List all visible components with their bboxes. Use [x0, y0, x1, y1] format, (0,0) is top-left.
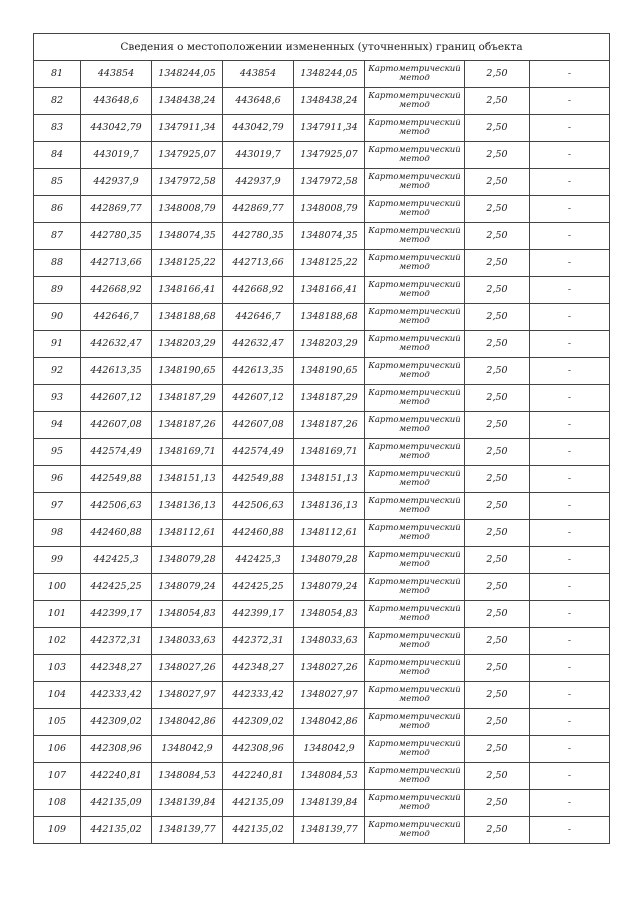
refined-x-cell: 442780,35	[223, 223, 294, 250]
refined-x-cell: 442632,47	[223, 331, 294, 358]
refined-x-cell: 442425,25	[223, 574, 294, 601]
note-cell: -	[530, 169, 610, 196]
method-cell: Картометрический метод	[365, 439, 465, 466]
table-row	[34, 493, 610, 520]
existing-x-cell: 442309,02	[81, 709, 152, 736]
point-number-cell: 109	[34, 817, 81, 844]
note-cell: -	[530, 763, 610, 790]
note-cell: -	[530, 790, 610, 817]
accuracy-cell: 2,50	[465, 142, 530, 169]
existing-y-cell: 1348079,28	[152, 547, 223, 574]
refined-x-cell: 443042,79	[223, 115, 294, 142]
note-cell: -	[530, 331, 610, 358]
accuracy-cell: 2,50	[465, 655, 530, 682]
refined-y-cell: 1348027,97	[294, 682, 365, 709]
refined-y-cell: 1348203,29	[294, 331, 365, 358]
existing-y-cell: 1348125,22	[152, 250, 223, 277]
point-number-cell: 82	[34, 88, 81, 115]
note-cell: -	[530, 358, 610, 385]
table-row	[34, 385, 610, 412]
note-cell: -	[530, 709, 610, 736]
existing-y-cell: 1348169,71	[152, 439, 223, 466]
refined-y-cell: 1348054,83	[294, 601, 365, 628]
accuracy-cell: 2,50	[465, 790, 530, 817]
method-cell: Картометрический метод	[365, 682, 465, 709]
refined-x-cell: 443648,6	[223, 88, 294, 115]
note-cell: -	[530, 547, 610, 574]
refined-x-cell: 442607,12	[223, 385, 294, 412]
table-row	[34, 250, 610, 277]
existing-y-cell: 1348054,83	[152, 601, 223, 628]
refined-y-cell: 1348008,79	[294, 196, 365, 223]
point-number-cell: 100	[34, 574, 81, 601]
method-cell: Картометрический метод	[365, 250, 465, 277]
point-number-cell: 87	[34, 223, 81, 250]
existing-x-cell: 443042,79	[81, 115, 152, 142]
table-row	[34, 61, 610, 88]
refined-x-cell: 442668,92	[223, 277, 294, 304]
existing-y-cell: 1348139,77	[152, 817, 223, 844]
existing-y-cell: 1347972,58	[152, 169, 223, 196]
table-row	[34, 142, 610, 169]
boundary-coordinates-table	[33, 33, 610, 844]
note-cell: -	[530, 115, 610, 142]
existing-x-cell: 442240,81	[81, 763, 152, 790]
existing-x-cell: 442333,42	[81, 682, 152, 709]
existing-x-cell: 442646,7	[81, 304, 152, 331]
existing-y-cell: 1348033,63	[152, 628, 223, 655]
refined-y-cell: 1348136,13	[294, 493, 365, 520]
accuracy-cell: 2,50	[465, 628, 530, 655]
note-cell: -	[530, 412, 610, 439]
method-cell: Картометрический метод	[365, 493, 465, 520]
table-body	[34, 61, 610, 844]
existing-y-cell: 1348139,84	[152, 790, 223, 817]
point-number-cell: 96	[34, 466, 81, 493]
existing-y-cell: 1348190,65	[152, 358, 223, 385]
method-cell: Картометрический метод	[365, 601, 465, 628]
point-number-cell: 104	[34, 682, 81, 709]
table-row	[34, 574, 610, 601]
existing-y-cell: 1348008,79	[152, 196, 223, 223]
table-row	[34, 601, 610, 628]
method-cell: Картометрический метод	[365, 358, 465, 385]
refined-y-cell: 1348033,63	[294, 628, 365, 655]
point-number-cell: 106	[34, 736, 81, 763]
accuracy-cell: 2,50	[465, 574, 530, 601]
table-row	[34, 88, 610, 115]
method-cell: Картометрический метод	[365, 412, 465, 439]
existing-y-cell: 1348187,29	[152, 385, 223, 412]
refined-y-cell: 1348151,13	[294, 466, 365, 493]
refined-x-cell: 442869,77	[223, 196, 294, 223]
existing-y-cell: 1348151,13	[152, 466, 223, 493]
existing-y-cell: 1348188,68	[152, 304, 223, 331]
refined-x-cell: 442333,42	[223, 682, 294, 709]
note-cell: -	[530, 520, 610, 547]
accuracy-cell: 2,50	[465, 223, 530, 250]
refined-y-cell: 1348027,26	[294, 655, 365, 682]
refined-y-cell: 1348187,29	[294, 385, 365, 412]
method-cell: Картометрический метод	[365, 709, 465, 736]
existing-x-cell: 442549,88	[81, 466, 152, 493]
existing-y-cell: 1348244,05	[152, 61, 223, 88]
note-cell: -	[530, 439, 610, 466]
refined-x-cell: 442372,31	[223, 628, 294, 655]
note-cell: -	[530, 628, 610, 655]
point-number-cell: 94	[34, 412, 81, 439]
note-cell: -	[530, 88, 610, 115]
table-row	[34, 358, 610, 385]
method-cell: Картометрический метод	[365, 655, 465, 682]
point-number-cell: 88	[34, 250, 81, 277]
document-page	[33, 33, 609, 844]
existing-y-cell: 1347925,07	[152, 142, 223, 169]
refined-y-cell: 1348139,84	[294, 790, 365, 817]
method-cell: Картометрический метод	[365, 169, 465, 196]
method-cell: Картометрический метод	[365, 466, 465, 493]
existing-x-cell: 442632,47	[81, 331, 152, 358]
existing-y-cell: 1348084,53	[152, 763, 223, 790]
point-number-cell: 105	[34, 709, 81, 736]
method-cell: Картометрический метод	[365, 763, 465, 790]
existing-x-cell: 442348,27	[81, 655, 152, 682]
refined-x-cell: 442135,02	[223, 817, 294, 844]
existing-x-cell: 443854	[81, 61, 152, 88]
refined-y-cell: 1348139,77	[294, 817, 365, 844]
accuracy-cell: 2,50	[465, 466, 530, 493]
method-cell: Картометрический метод	[365, 628, 465, 655]
existing-x-cell: 442713,66	[81, 250, 152, 277]
existing-x-cell: 442308,96	[81, 736, 152, 763]
method-cell: Картометрический метод	[365, 223, 465, 250]
table-row	[34, 817, 610, 844]
refined-y-cell: 1348190,65	[294, 358, 365, 385]
accuracy-cell: 2,50	[465, 601, 530, 628]
note-cell: -	[530, 196, 610, 223]
refined-x-cell: 442308,96	[223, 736, 294, 763]
point-number-cell: 89	[34, 277, 81, 304]
refined-x-cell: 442574,49	[223, 439, 294, 466]
existing-x-cell: 442506,63	[81, 493, 152, 520]
note-cell: -	[530, 277, 610, 304]
table-row	[34, 223, 610, 250]
existing-x-cell: 442937,9	[81, 169, 152, 196]
refined-x-cell: 442309,02	[223, 709, 294, 736]
refined-x-cell: 442399,17	[223, 601, 294, 628]
existing-y-cell: 1348438,24	[152, 88, 223, 115]
point-number-cell: 98	[34, 520, 81, 547]
accuracy-cell: 2,50	[465, 61, 530, 88]
existing-x-cell: 442780,35	[81, 223, 152, 250]
existing-y-cell: 1348074,35	[152, 223, 223, 250]
refined-x-cell: 442425,3	[223, 547, 294, 574]
table-row	[34, 682, 610, 709]
point-number-cell: 102	[34, 628, 81, 655]
note-cell: -	[530, 601, 610, 628]
existing-y-cell: 1348042,86	[152, 709, 223, 736]
note-cell: -	[530, 655, 610, 682]
table-row	[34, 466, 610, 493]
accuracy-cell: 2,50	[465, 547, 530, 574]
existing-y-cell: 1348203,29	[152, 331, 223, 358]
existing-x-cell: 442399,17	[81, 601, 152, 628]
refined-y-cell: 1348438,24	[294, 88, 365, 115]
table-row	[34, 736, 610, 763]
accuracy-cell: 2,50	[465, 115, 530, 142]
method-cell: Картометрический метод	[365, 574, 465, 601]
method-cell: Картометрический метод	[365, 520, 465, 547]
refined-x-cell: 442135,09	[223, 790, 294, 817]
table-row	[34, 790, 610, 817]
existing-y-cell: 1348027,26	[152, 655, 223, 682]
method-cell: Картометрический метод	[365, 331, 465, 358]
refined-x-cell: 443019,7	[223, 142, 294, 169]
note-cell: -	[530, 682, 610, 709]
refined-y-cell: 1348074,35	[294, 223, 365, 250]
refined-y-cell: 1348042,9	[294, 736, 365, 763]
table-row	[34, 169, 610, 196]
existing-x-cell: 442135,09	[81, 790, 152, 817]
point-number-cell: 83	[34, 115, 81, 142]
existing-y-cell: 1348112,61	[152, 520, 223, 547]
refined-x-cell: 442549,88	[223, 466, 294, 493]
accuracy-cell: 2,50	[465, 88, 530, 115]
method-cell: Картометрический метод	[365, 115, 465, 142]
table-row	[34, 439, 610, 466]
table-row	[34, 547, 610, 574]
table-row	[34, 304, 610, 331]
refined-x-cell: 442613,35	[223, 358, 294, 385]
accuracy-cell: 2,50	[465, 331, 530, 358]
method-cell: Картометрический метод	[365, 736, 465, 763]
point-number-cell: 107	[34, 763, 81, 790]
refined-y-cell: 1347972,58	[294, 169, 365, 196]
table-row	[34, 115, 610, 142]
existing-x-cell: 442668,92	[81, 277, 152, 304]
refined-y-cell: 1348084,53	[294, 763, 365, 790]
existing-x-cell: 442425,3	[81, 547, 152, 574]
accuracy-cell: 2,50	[465, 277, 530, 304]
accuracy-cell: 2,50	[465, 385, 530, 412]
point-number-cell: 103	[34, 655, 81, 682]
refined-x-cell: 442937,9	[223, 169, 294, 196]
accuracy-cell: 2,50	[465, 196, 530, 223]
refined-y-cell: 1348187,26	[294, 412, 365, 439]
existing-x-cell: 442460,88	[81, 520, 152, 547]
existing-y-cell: 1347911,34	[152, 115, 223, 142]
refined-x-cell: 442460,88	[223, 520, 294, 547]
existing-y-cell: 1348079,24	[152, 574, 223, 601]
refined-x-cell: 443854	[223, 61, 294, 88]
method-cell: Картометрический метод	[365, 547, 465, 574]
refined-y-cell: 1347925,07	[294, 142, 365, 169]
point-number-cell: 101	[34, 601, 81, 628]
method-cell: Картометрический метод	[365, 61, 465, 88]
point-number-cell: 91	[34, 331, 81, 358]
table-row	[34, 763, 610, 790]
method-cell: Картометрический метод	[365, 88, 465, 115]
point-number-cell: 97	[34, 493, 81, 520]
existing-x-cell: 442425,25	[81, 574, 152, 601]
note-cell: -	[530, 250, 610, 277]
accuracy-cell: 2,50	[465, 439, 530, 466]
existing-x-cell: 442869,77	[81, 196, 152, 223]
existing-x-cell: 442135,02	[81, 817, 152, 844]
refined-y-cell: 1347911,34	[294, 115, 365, 142]
refined-y-cell: 1348112,61	[294, 520, 365, 547]
refined-y-cell: 1348042,86	[294, 709, 365, 736]
note-cell: -	[530, 574, 610, 601]
note-cell: -	[530, 142, 610, 169]
method-cell: Картометрический метод	[365, 142, 465, 169]
method-cell: Картометрический метод	[365, 817, 465, 844]
note-cell: -	[530, 466, 610, 493]
method-cell: Картометрический метод	[365, 385, 465, 412]
accuracy-cell: 2,50	[465, 169, 530, 196]
table-row	[34, 331, 610, 358]
accuracy-cell: 2,50	[465, 304, 530, 331]
accuracy-cell: 2,50	[465, 709, 530, 736]
table-row	[34, 277, 610, 304]
point-number-cell: 108	[34, 790, 81, 817]
point-number-cell: 81	[34, 61, 81, 88]
accuracy-cell: 2,50	[465, 493, 530, 520]
existing-x-cell: 442372,31	[81, 628, 152, 655]
accuracy-cell: 2,50	[465, 817, 530, 844]
table-row	[34, 628, 610, 655]
accuracy-cell: 2,50	[465, 358, 530, 385]
table-row	[34, 196, 610, 223]
refined-y-cell: 1348169,71	[294, 439, 365, 466]
method-cell: Картометрический метод	[365, 304, 465, 331]
accuracy-cell: 2,50	[465, 520, 530, 547]
note-cell: -	[530, 304, 610, 331]
point-number-cell: 92	[34, 358, 81, 385]
existing-y-cell: 1348027,97	[152, 682, 223, 709]
accuracy-cell: 2,50	[465, 412, 530, 439]
table-row	[34, 520, 610, 547]
note-cell: -	[530, 817, 610, 844]
refined-x-cell: 442240,81	[223, 763, 294, 790]
existing-x-cell: 443648,6	[81, 88, 152, 115]
refined-x-cell: 442607,08	[223, 412, 294, 439]
refined-x-cell: 442713,66	[223, 250, 294, 277]
table-title: Сведения о местоположении измененных (уточненных) границ объекта	[34, 34, 610, 61]
refined-y-cell: 1348125,22	[294, 250, 365, 277]
existing-y-cell: 1348166,41	[152, 277, 223, 304]
note-cell: -	[530, 385, 610, 412]
existing-x-cell: 443019,7	[81, 142, 152, 169]
accuracy-cell: 2,50	[465, 250, 530, 277]
existing-y-cell: 1348042,9	[152, 736, 223, 763]
note-cell: -	[530, 61, 610, 88]
accuracy-cell: 2,50	[465, 763, 530, 790]
note-cell: -	[530, 736, 610, 763]
existing-x-cell: 442607,08	[81, 412, 152, 439]
refined-x-cell: 442646,7	[223, 304, 294, 331]
point-number-cell: 93	[34, 385, 81, 412]
table-row	[34, 655, 610, 682]
existing-x-cell: 442574,49	[81, 439, 152, 466]
point-number-cell: 99	[34, 547, 81, 574]
refined-y-cell: 1348079,24	[294, 574, 365, 601]
point-number-cell: 90	[34, 304, 81, 331]
method-cell: Картометрический метод	[365, 790, 465, 817]
existing-x-cell: 442613,35	[81, 358, 152, 385]
existing-y-cell: 1348187,26	[152, 412, 223, 439]
accuracy-cell: 2,50	[465, 682, 530, 709]
refined-y-cell: 1348244,05	[294, 61, 365, 88]
table-row	[34, 412, 610, 439]
table-row	[34, 709, 610, 736]
refined-y-cell: 1348188,68	[294, 304, 365, 331]
note-cell: -	[530, 223, 610, 250]
existing-x-cell: 442607,12	[81, 385, 152, 412]
method-cell: Картометрический метод	[365, 277, 465, 304]
accuracy-cell: 2,50	[465, 736, 530, 763]
existing-y-cell: 1348136,13	[152, 493, 223, 520]
refined-y-cell: 1348079,28	[294, 547, 365, 574]
point-number-cell: 84	[34, 142, 81, 169]
refined-y-cell: 1348166,41	[294, 277, 365, 304]
point-number-cell: 86	[34, 196, 81, 223]
refined-x-cell: 442348,27	[223, 655, 294, 682]
method-cell: Картометрический метод	[365, 196, 465, 223]
point-number-cell: 95	[34, 439, 81, 466]
refined-x-cell: 442506,63	[223, 493, 294, 520]
point-number-cell: 85	[34, 169, 81, 196]
note-cell: -	[530, 493, 610, 520]
